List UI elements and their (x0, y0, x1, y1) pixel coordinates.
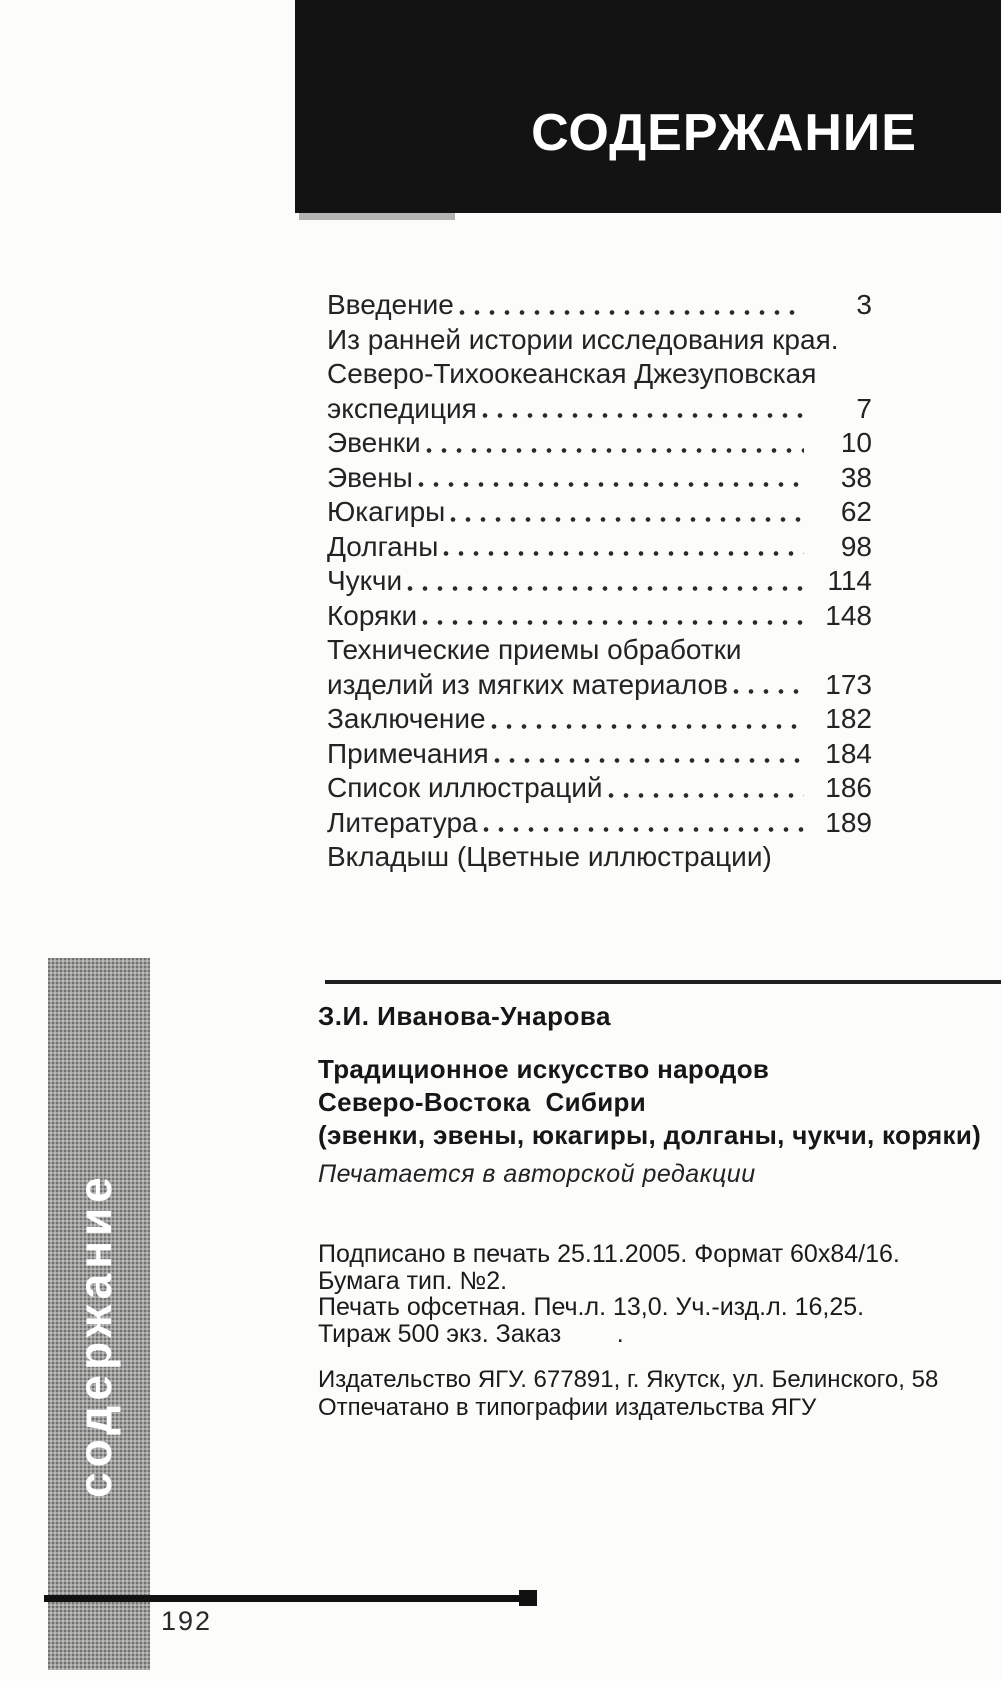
toc-entry-label: Заключение (327, 703, 486, 734)
toc-entry-label: Юкагиры (327, 496, 446, 527)
header-scan-strip (299, 213, 455, 220)
toc-entry (327, 495, 872, 530)
print-info-line: Тираж 500 экз. Заказ . (318, 1319, 624, 1348)
toc-entry (327, 392, 872, 427)
toc-dot-leader (422, 619, 804, 626)
toc-dot-leader (450, 516, 804, 523)
folio-page-number: 192 (161, 1606, 213, 1636)
footer-rule (44, 1595, 522, 1602)
toc-dot-leader (494, 757, 804, 764)
toc-entry-label: Введение (327, 289, 454, 320)
toc-entry-label: изделий из мягких материалов (327, 668, 728, 700)
book-title-line: Традиционное искусство народов (318, 1054, 770, 1084)
toc-entry-label: Технические приемы обработки (327, 634, 742, 665)
toc-entry-label: Северо-Тихоокеанская Джезуповская (327, 358, 817, 389)
toc-entry (327, 564, 872, 599)
toc-entry-page-number: 114 (827, 565, 872, 596)
toc-entry (327, 702, 872, 737)
toc-entry-page-number: 7 (856, 392, 872, 424)
toc-entry-label: экспедиция (327, 392, 477, 424)
toc-dot-leader (491, 723, 804, 730)
print-info-line: Бумага тип. №2. (318, 1266, 508, 1295)
toc-entry (327, 668, 872, 703)
side-tab-vertical-label: содержание (69, 1172, 121, 1498)
toc-dot-leader (426, 447, 804, 454)
toc-entry-label: Литература (327, 806, 478, 838)
toc-entry-page-number: 189 (825, 806, 872, 838)
toc-entry (327, 633, 872, 668)
print-info (318, 1241, 900, 1347)
toc-entry-page-number: 10 (840, 427, 872, 458)
publisher-info-line: Издательство ЯГУ. 677891, г. Якутск, ул. Белинского, 58 (318, 1366, 939, 1393)
toc-entry-label: Вкладыш (Цветные иллюстрации) (327, 841, 772, 872)
toc-entry-label: Примечания (327, 737, 489, 769)
toc-entry-page-number: 173 (825, 668, 872, 700)
toc-dot-leader (418, 481, 804, 488)
toc-entry (327, 357, 872, 392)
toc-entry-label: Эвенки (327, 427, 421, 458)
toc-entry (327, 288, 872, 323)
toc-entry (327, 530, 872, 565)
book-title-line: (эвенки, эвены, юкагиры, долганы, чукчи, коряки) (318, 1120, 982, 1150)
toc-entry (327, 840, 872, 875)
toc-entry-page-number: 182 (825, 703, 872, 734)
toc-dot-leader (608, 792, 804, 799)
toc-entry-page-number: 148 (825, 599, 872, 631)
toc-entry (327, 737, 872, 772)
book-title-line: Северо-Востока Сибири (318, 1087, 646, 1117)
toc-entry (327, 771, 872, 806)
toc-dot-leader (459, 309, 804, 316)
print-info-line: Подписано в печать 25.11.2005. Формат 60х84/16. (318, 1240, 900, 1268)
contents-header-banner (295, 0, 1001, 213)
toc-entry-label: Долганы (327, 530, 439, 562)
contents-heading: СОДЕРЖАНИЕ (531, 104, 917, 162)
book-title (318, 1053, 981, 1152)
toc-entry-page-number: 98 (840, 530, 872, 562)
toc-dot-leader (733, 688, 804, 695)
toc-list (327, 288, 872, 875)
toc-dot-leader (483, 826, 804, 833)
toc-entry-label: Эвены (327, 461, 413, 493)
colophon-divider (325, 980, 1001, 984)
toc-entry-label: Чукчи (327, 565, 403, 596)
print-info-line: Печать офсетная. Печ.л. 13,0. Уч.-изд.л. 16,25. (318, 1293, 865, 1322)
toc-entry-page-number: 3 (856, 289, 872, 320)
author-name: З.И. Иванова-Унарова (318, 1001, 611, 1031)
toc-entry (327, 323, 872, 358)
publisher-info-line: Отпечатано в типографии издательства ЯГУ (318, 1394, 817, 1421)
toc-entry (327, 461, 872, 496)
toc-entry (327, 806, 872, 841)
toc-entry-label: Коряки (327, 599, 418, 631)
toc-entry (327, 426, 872, 461)
toc-entry-label: Список иллюстраций (327, 772, 603, 803)
publisher-info (318, 1366, 938, 1422)
toc-entry-page-number: 184 (825, 737, 872, 769)
toc-entry-label: Из ранней истории исследования края. (327, 323, 839, 355)
toc-entry-page-number: 186 (825, 772, 872, 803)
toc-dot-leader (407, 585, 804, 592)
footer-rule-endcap-square (519, 1590, 537, 1606)
toc-dot-leader (443, 550, 804, 557)
toc-entry-page-number: 38 (840, 461, 872, 493)
toc-entry (327, 599, 872, 634)
edition-note: Печатается в авторской редакции (318, 1160, 756, 1188)
toc-dot-leader (482, 412, 804, 419)
toc-entry-page-number: 62 (840, 496, 872, 527)
